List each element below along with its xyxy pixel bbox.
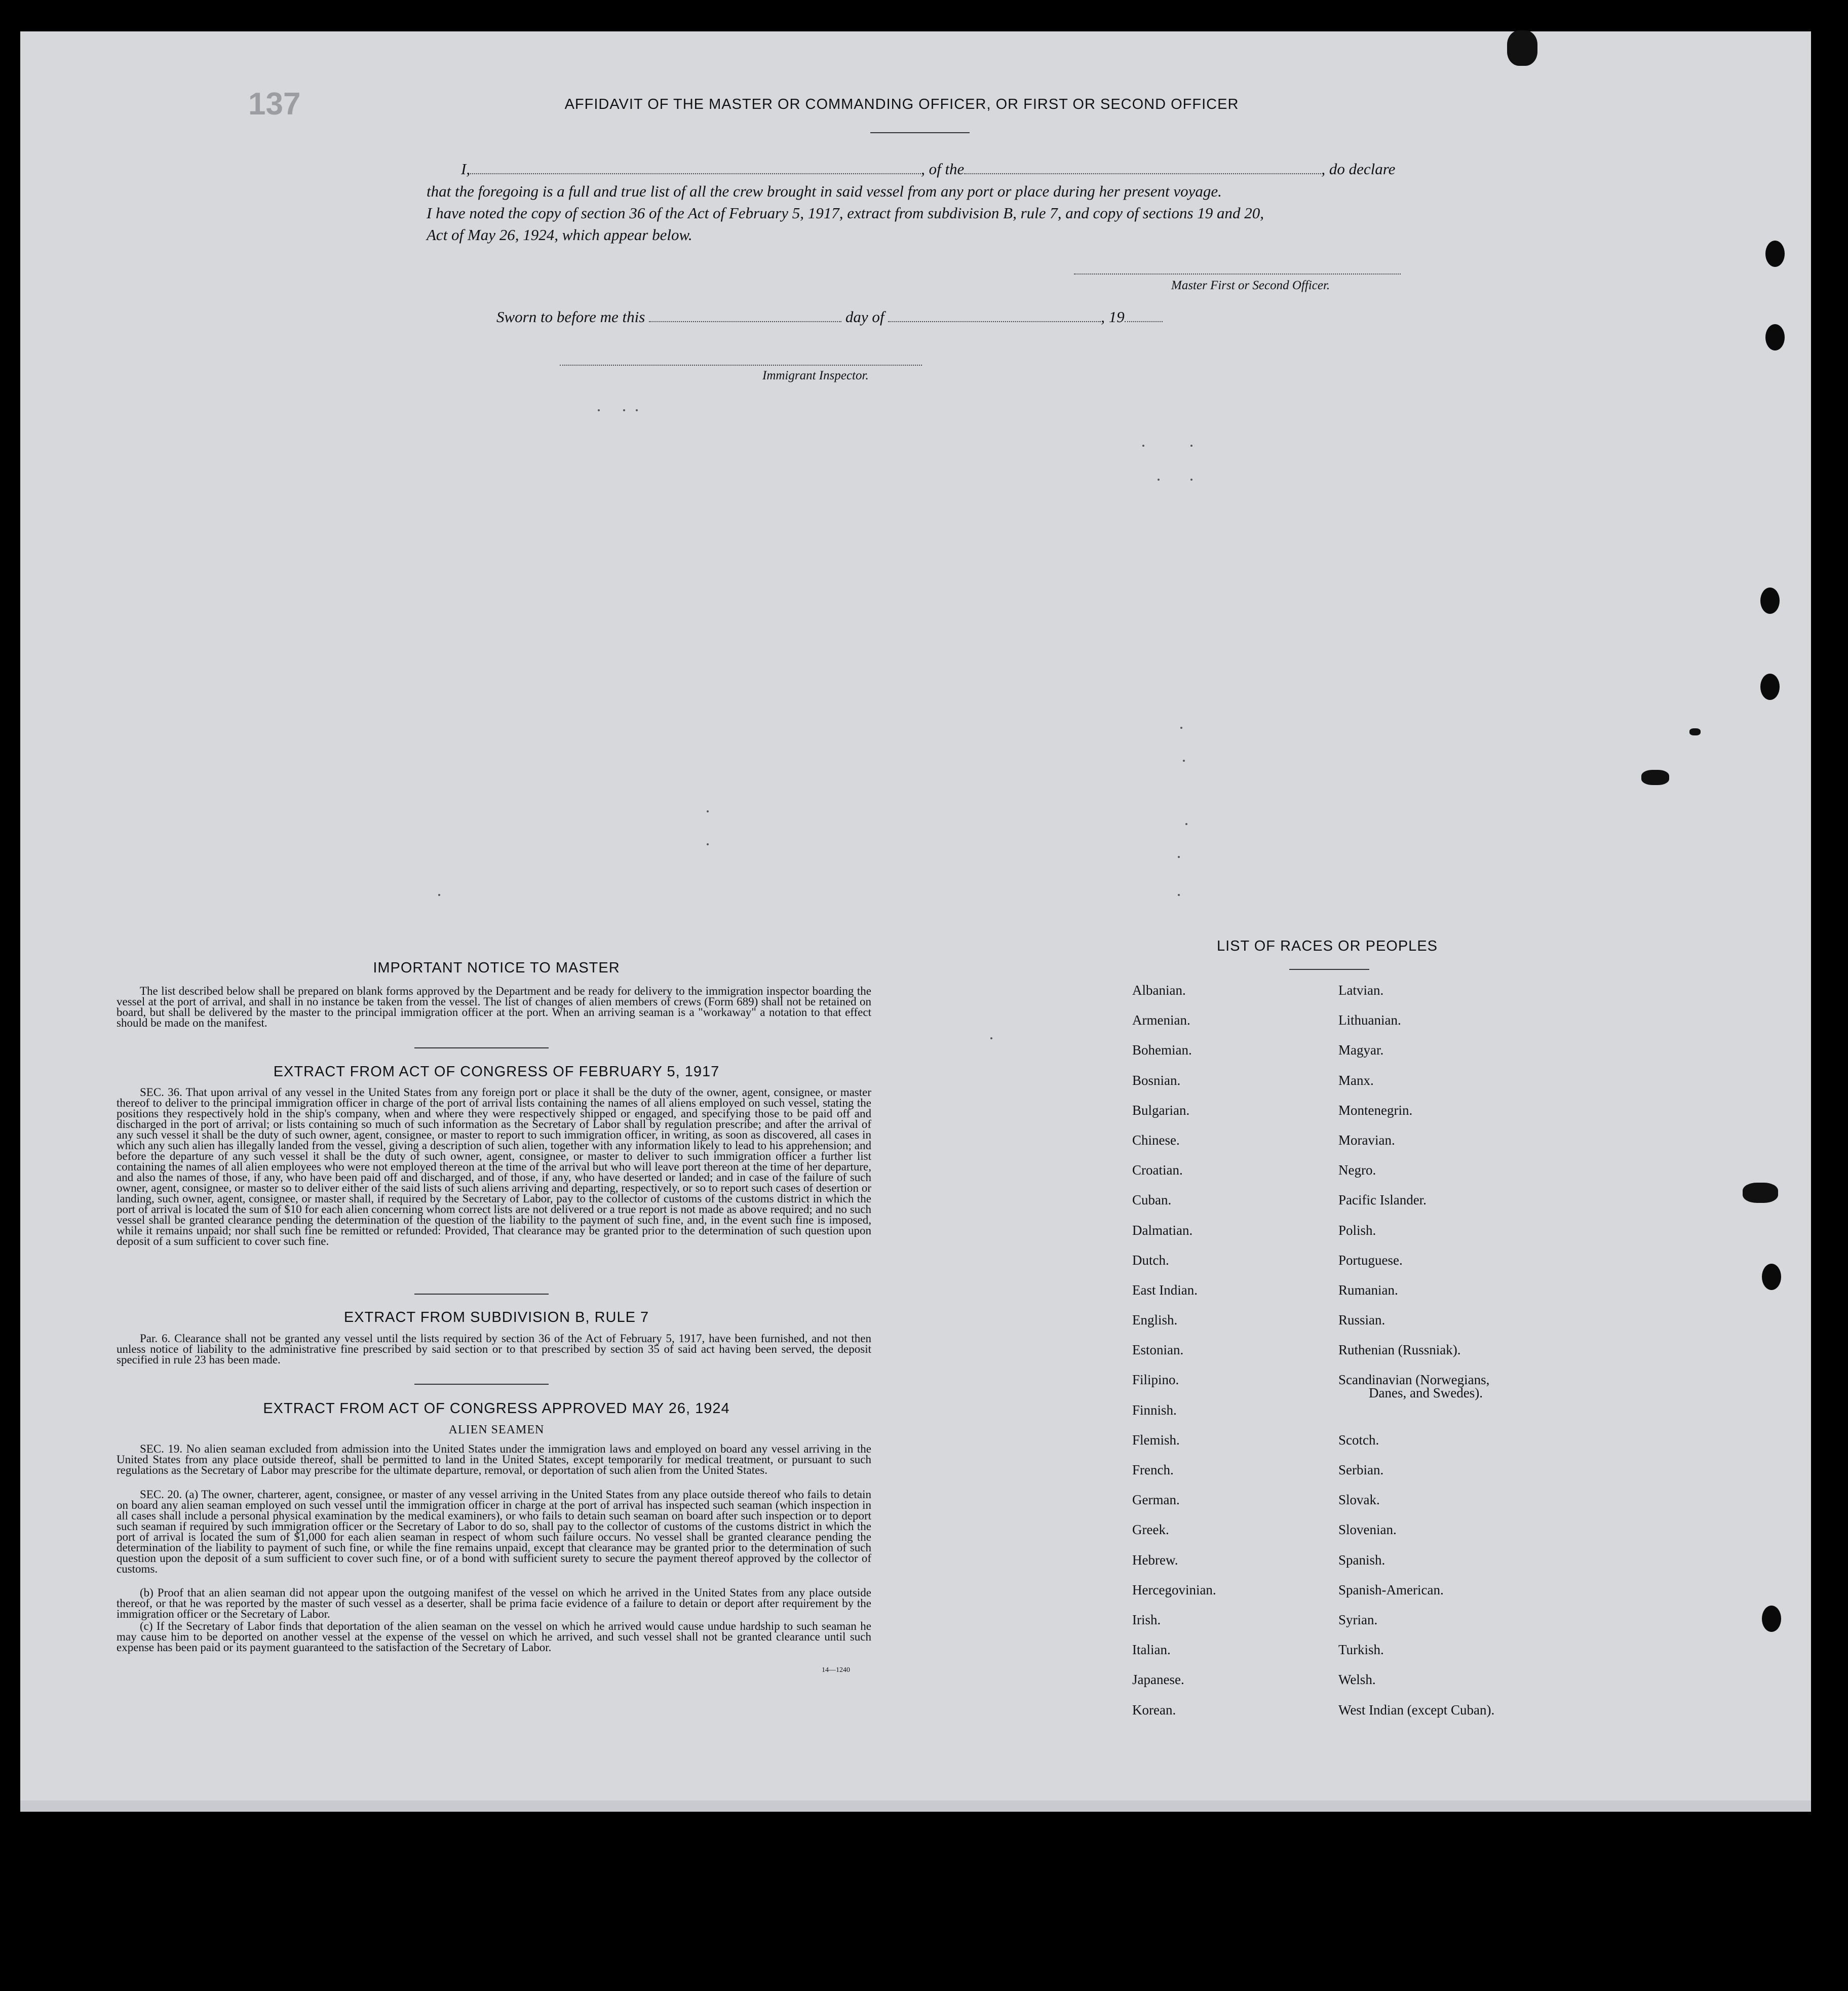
race-item: Slovenian.	[1338, 1522, 1397, 1538]
day-field[interactable]	[649, 321, 841, 322]
year-field[interactable]	[1125, 321, 1163, 322]
speck	[707, 810, 709, 812]
race-item: Dutch.	[1132, 1252, 1169, 1268]
race-item: Spanish-American.	[1338, 1582, 1444, 1597]
race-item: Filipino.	[1132, 1372, 1179, 1388]
race-item: Montenegrin.	[1338, 1102, 1413, 1118]
vessel-field[interactable]	[964, 173, 1321, 174]
race-item: Turkish.	[1338, 1642, 1384, 1658]
affidavit-line-3: I have noted the copy of section 36 of the Act of February 5, 1917, extract from subdivision B, rule 7, and copy of sections 19 and 20,	[427, 204, 1264, 222]
extract-1917-title: EXTRACT FROM ACT OF CONGRESS OF FEBRUARY 5, 1917	[273, 1064, 720, 1080]
divider	[1289, 969, 1369, 970]
affidavit-title: AFFIDAVIT OF THE MASTER OR COMMANDING OFFICER, OR FIRST OR SECOND OFFICER	[564, 96, 1239, 112]
race-item: Slovak.	[1338, 1492, 1380, 1508]
sec20b-body: (b) Proof that an alien seaman did not appear upon the outgoing manifest of the vessel on which he arrived in the United States from any place outside thereof, or that he was reported by the master of such vessel as a deserter, shall be prima facie evidence of a failure to detain or deport after requirement by the immigration officer or the Secretary of Labor.	[117, 1586, 871, 1620]
master-caption: Master First or Second Officer.	[1171, 279, 1330, 292]
month-field[interactable]	[888, 321, 1101, 322]
punch-hole	[1762, 1606, 1781, 1632]
page-bottom-edge	[20, 1801, 1811, 1812]
affidavit-i: I,	[461, 160, 471, 178]
race-item-continuation: Danes, and Swedes).	[1369, 1385, 1483, 1401]
race-item: Bosnian.	[1132, 1072, 1181, 1088]
master-signature-field[interactable]	[1074, 274, 1401, 276]
race-item-scandinavian	[1338, 1373, 1494, 1433]
affidavit-of-the: , of the	[921, 160, 965, 178]
speck	[1180, 727, 1182, 729]
race-item: Hebrew.	[1132, 1552, 1178, 1568]
page-number: 137	[248, 87, 301, 122]
punch-hole	[1762, 1264, 1781, 1290]
sec20c-body: (c) If the Secretary of Labor finds that deportation of the alien seaman on the vessel on which he arrived would cause undue hardship to such seaman he may cause him to be deported on another vessel at the expense of the vessel on which he arrived, and such vessel shall not be granted clearance until such expense has been paid or its payment guaranteed to the satisfaction of the Secretary of Labor.	[117, 1620, 871, 1654]
race-item: Italian.	[1132, 1642, 1171, 1658]
race-item: Cuban.	[1132, 1192, 1172, 1208]
speck	[1178, 894, 1180, 896]
speck	[1142, 445, 1144, 447]
sec20a-body: SEC. 20. (a) The owner, charterer, agent, consignee, or master of any vessel arriving in the United States from any place outside thereof who fails to detain on board any alien seaman employed on such vessel until the immigration officer in charge at the port of arrival has inspected such seaman (which inspection in all cases shall include a personal physical examination by the medical examiners), or who fails to detain such seaman on board after such inspection or to deport such seaman if required by such immigration officer or the Secretary of Labor to do so, shall pay to the collector of customs of the customs district in which the port of arrival is located the sum of $1,000 for each alien seaman in respect of whom such failure occurs. No vessel shall be granted clearance pending the determination of the liability to payment of such fine, or while the fine remains unpaid, except that clearance may be granted prior to the determination of such question upon the deposit of a sum sufficient to cover such fine, or of a bond with sufficient surety to secure the payment thereof approved by the collector of customs.	[117, 1488, 871, 1575]
speck	[636, 409, 638, 411]
divider	[414, 1384, 549, 1385]
race-item: Rumanian.	[1338, 1282, 1398, 1298]
speck	[1185, 823, 1187, 825]
ink-blot	[1689, 728, 1701, 735]
race-item: Japanese.	[1132, 1672, 1184, 1688]
inspector-caption: Immigrant Inspector.	[762, 369, 869, 382]
race-item: Portuguese.	[1338, 1252, 1403, 1268]
race-item: Manx.	[1338, 1072, 1374, 1088]
speck	[623, 409, 625, 411]
speck	[707, 843, 709, 845]
inspector-signature-field[interactable]	[560, 365, 922, 367]
speck	[1158, 479, 1160, 481]
punch-hole	[1760, 588, 1780, 614]
race-item: Magyar.	[1338, 1042, 1384, 1058]
race-item: Croatian.	[1132, 1162, 1183, 1178]
race-item: Welsh.	[1338, 1672, 1376, 1688]
ink-blot	[1743, 1183, 1778, 1203]
speck	[598, 409, 600, 411]
divider	[414, 1294, 549, 1295]
race-item: Negro.	[1338, 1162, 1376, 1178]
extract-1917-body: SEC. 36. That upon arrival of any vessel in the United States from any foreign port or place it shall be the duty of the owner, agent, consignee, or master thereof to deliver to the principal immigration officer in charge of the port of arrival lists containing the names of all aliens employed on such vessel, stating the positions they respectively hold in the ship's company, when and where they were respectively shipped or engaged, and specifying those to be paid off and discharged in the port of arrival; or lists containing so much of such information as the Secretary of Labor shall by regulation prescribe; and after the arrival of any such vessel it shall be the duty of such owner, agent, consignee, or master to report to such immigration officer, in writing, as soon as discovered, all cases in which any such alien has illegally landed from the vessel, giving a description of such alien, together with any information likely to lead to his apprehension; and before the departure of any such vessel it shall be the duty of such owner, agent, consignee, or master to deliver to such immigration officer a further list containing the names of all alien employees who were not employed thereon at the time of the arrival but who will leave port thereon at the time of her departure, and also the names of those, if any, who have been paid off and discharged, and of those, if any, who have deserted or landed; and in case of the failure of such owner, agent, consignee, or master so to deliver either of the said lists of such aliens arriving and departing, respectively, or so to report such cases of desertion or landing, such owner, agent, consignee, or master shall, if required by the Secretary of Labor, pay to the collector of customs of the customs district in which the port of arrival is located the sum of $10 for each alien concerning whom correct lists are not delivered or a true report is not made as above required; and no such vessel shall be granted clearance pending the determination of the question of the liability to the payment of such fine, and, in the event such fine is imposed, while it remains unpaid; nor shall such fine be remitted or refunded: Provided, That clearance may be granted prior to the determination of such question upon deposit of a sum sufficient to cover such fine.	[117, 1086, 871, 1247]
speck	[1178, 856, 1180, 858]
year-prefix: , 19	[1101, 308, 1125, 326]
punch-hole	[1765, 241, 1785, 267]
race-item: Estonian.	[1132, 1342, 1184, 1358]
speck	[1183, 760, 1185, 762]
race-item: Syrian.	[1338, 1612, 1378, 1627]
alien-seamen-subtitle: ALIEN SEAMEN	[448, 1423, 545, 1436]
race-item: English.	[1132, 1312, 1178, 1328]
race-item: Ruthenian (Russniak).	[1338, 1342, 1461, 1358]
speck	[1190, 479, 1192, 481]
race-item: Scandinavian (Norwegians,	[1338, 1372, 1490, 1388]
race-item: Armenian.	[1132, 1012, 1190, 1028]
race-item: Moravian.	[1338, 1132, 1395, 1148]
sec19-body: SEC. 19. No alien seaman excluded from admission into the United States under the immigration laws and employed on board any vessel arriving in the United States from any place outside thereof, shall be permitted to land in the United States, except temporarily for medical treatment, or pursuant to such regulations as the Secretary of Labor may prescribe for the ultimate departure, removal, or deportation of such alien from the United States.	[117, 1442, 871, 1476]
races-left-column	[1132, 984, 1216, 1733]
races-right-column	[1338, 984, 1494, 1733]
races-title: LIST OF RACES OR PEOPLES	[1216, 938, 1438, 954]
race-item: French.	[1132, 1462, 1174, 1477]
race-item: Albanian.	[1132, 983, 1186, 998]
affidavit-line-4: Act of May 26, 1924, which appear below.	[427, 226, 692, 244]
affidavit-do-declare: , do declare	[1321, 160, 1396, 178]
race-item: East Indian.	[1132, 1282, 1198, 1298]
speck	[990, 1037, 992, 1039]
race-item: Greek.	[1132, 1522, 1169, 1538]
divider	[870, 132, 970, 133]
divider	[414, 1047, 549, 1048]
rule7-title: EXTRACT FROM SUBDIVISION B, RULE 7	[343, 1309, 649, 1325]
name-field[interactable]	[470, 173, 921, 174]
race-item: Flemish.	[1132, 1432, 1180, 1448]
race-item: Chinese.	[1132, 1132, 1180, 1148]
punch-hole	[1760, 674, 1780, 700]
race-item: Pacific Islander.	[1338, 1192, 1427, 1208]
day-of-label: day of	[845, 308, 884, 326]
race-item: Russian.	[1338, 1312, 1385, 1328]
notice-body: The list described below shall be prepared on blank forms approved by the Department and be ready for delivery to the immigration inspector boarding the vessel at the port of arrival, and shall in no instance be taken from the vessel. The list of changes of alien members of crews (Form 689) shall not be retained on board, but shall be delivered by the master to the principal immigration officer at the port. When an arriving seaman is a "workaway" a notation to that effect should be made on the manifest.	[117, 985, 871, 1029]
race-item: Polish.	[1338, 1222, 1376, 1238]
sworn-line	[496, 308, 1163, 326]
race-item: Spanish.	[1338, 1552, 1385, 1568]
notice-title: IMPORTANT NOTICE TO MASTER	[373, 960, 620, 976]
sworn-label: Sworn to before me this	[496, 308, 645, 326]
speck	[438, 894, 440, 896]
race-item: Scotch.	[1338, 1432, 1379, 1448]
form-number: 14—1240	[822, 1666, 850, 1674]
race-item: Bohemian.	[1132, 1042, 1192, 1058]
race-item: Bulgarian.	[1132, 1102, 1190, 1118]
ink-blot	[1507, 30, 1537, 66]
race-item: Irish.	[1132, 1612, 1161, 1627]
affidavit-declaration-line	[461, 160, 1423, 178]
race-item: Latvian.	[1338, 983, 1384, 998]
race-item: Korean.	[1132, 1702, 1176, 1717]
race-item: Hercegovinian.	[1132, 1582, 1216, 1597]
ink-blot	[1641, 770, 1669, 785]
speck	[1190, 445, 1192, 447]
race-item: Finnish.	[1132, 1402, 1177, 1418]
rule7-body: Par. 6. Clearance shall not be granted any vessel until the lists required by section 36 of the Act of February 5, 1917, have been furnished, and not then unless notice of liability to the administrative fine prescribed by said section or to that prescribed by section 35 of said act having been served, the deposit specified in rule 23 has been made.	[117, 1332, 871, 1366]
race-item: Dalmatian.	[1132, 1222, 1193, 1238]
extract-1924-title: EXTRACT FROM ACT OF CONGRESS APPROVED MAY 26, 1924	[263, 1400, 730, 1417]
affidavit-line-2: that the foregoing is a full and true list of all the crew brought in said vessel from any port or place during her present voyage.	[427, 182, 1222, 200]
race-item: West Indian (except Cuban).	[1338, 1702, 1495, 1717]
race-item: Lithuanian.	[1338, 1012, 1401, 1028]
race-item: Serbian.	[1338, 1462, 1384, 1478]
race-item: German.	[1132, 1492, 1180, 1508]
punch-hole	[1765, 324, 1785, 350]
